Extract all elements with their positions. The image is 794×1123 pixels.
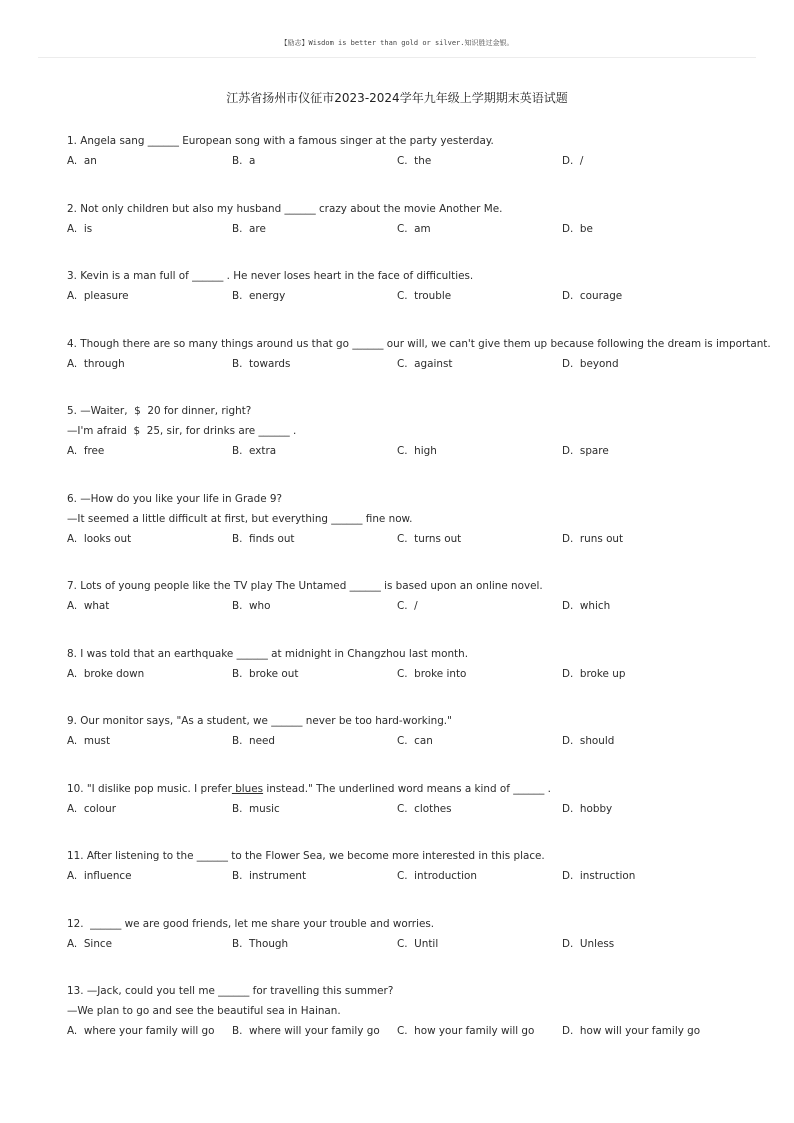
page-header-motto: 【励志】Wisdom is better than gold or silver.知识胜过金银。 <box>280 39 514 47</box>
option-b: B. broke out <box>232 667 299 680</box>
option-c: C. against <box>397 357 453 370</box>
option-d: D. which <box>562 600 611 612</box>
question-list <box>67 131 771 1069</box>
option-a: A. broke down <box>67 667 145 680</box>
underlined-word: blues <box>231 782 264 795</box>
option-row <box>67 151 767 171</box>
question-stem-line-2: —We plan to go and see the beautiful sea in Hainan. <box>67 1005 341 1017</box>
question-10 <box>67 779 767 847</box>
question-9 <box>67 711 767 779</box>
question-stem: 2. Not only children but also my husband ______ crazy about the movie Another Me. <box>67 202 503 215</box>
option-a: A. through <box>67 357 125 370</box>
option-row <box>67 934 767 954</box>
option-b: B. are <box>232 222 266 235</box>
option-a: A. what <box>67 600 110 612</box>
question-12 <box>67 914 767 982</box>
option-a: A. looks out <box>67 532 132 545</box>
question-stem: 6. —How do you like your life in Grade 9? <box>67 492 283 505</box>
option-b: B. energy <box>232 290 286 302</box>
option-c: C. / <box>397 600 418 612</box>
option-d: D. how will your family go <box>562 1025 701 1037</box>
option-row <box>67 799 767 819</box>
question-stem: 11. After listening to the ______ to the Flower Sea, we become more interested in this place. <box>67 850 545 862</box>
stem-text-before: 10. "I dislike pop music. I prefer <box>67 782 232 795</box>
stem-text-after: instead." The underlined word means a kind of ______ . <box>263 782 551 795</box>
option-b: B. finds out <box>232 532 295 545</box>
question-4 <box>67 334 771 402</box>
option-d: D. beyond <box>562 357 619 370</box>
option-a: A. colour <box>67 802 117 815</box>
option-b: B. Though <box>232 937 289 950</box>
option-a: A. must <box>67 735 111 747</box>
option-b: B. instrument <box>232 870 307 882</box>
option-row <box>67 354 767 374</box>
option-d: D. / <box>562 155 584 167</box>
option-row <box>67 1021 767 1041</box>
option-row <box>67 529 767 549</box>
option-d: D. Unless <box>562 937 615 950</box>
option-row <box>67 664 767 684</box>
exam-title: 江苏省扬州市仪征市2023-2024学年九年级上学期期末英语试题 <box>226 91 568 105</box>
option-row <box>67 731 767 751</box>
question-stem: 1. Angela sang ______ European song with a famous singer at the party yesterday. <box>67 135 494 147</box>
option-c: C. clothes <box>397 802 452 815</box>
option-a: A. influence <box>67 870 132 882</box>
option-row <box>67 866 767 886</box>
option-b: B. need <box>232 735 276 747</box>
option-d: D. be <box>562 222 593 235</box>
option-c: C. can <box>397 735 433 747</box>
question-stem <box>67 779 767 799</box>
option-b: B. music <box>232 802 280 815</box>
question-7 <box>67 576 767 644</box>
option-row <box>67 286 767 306</box>
question-stem: 4. Though there are so many things around us that go ______ our will, we can't give them up because following the dream is important. <box>67 337 771 350</box>
option-c: C. broke into <box>397 667 467 680</box>
question-2 <box>67 199 767 267</box>
option-c: C. introduction <box>397 870 477 882</box>
question-stem: 3. Kevin is a man full of ______ . He never loses heart in the face of difficulties. <box>67 270 474 282</box>
option-a: A. pleasure <box>67 290 129 302</box>
option-row <box>67 219 767 239</box>
option-d: D. courage <box>562 290 623 302</box>
option-a: A. an <box>67 155 97 167</box>
question-stem: 8. I was told that an earthquake ______ at midnight in Changzhou last month. <box>67 647 468 660</box>
question-6 <box>67 489 767 577</box>
option-row <box>67 441 767 461</box>
question-stem: 9. Our monitor says, "As a student, we ______ never be too hard-working." <box>67 715 452 727</box>
option-b: B. who <box>232 600 271 612</box>
option-row <box>67 596 767 616</box>
option-c: C. trouble <box>397 290 452 302</box>
option-c: C. the <box>397 155 432 167</box>
option-b: B. extra <box>232 445 277 457</box>
question-stem: 7. Lots of young people like the TV play The Untamed ______ is based upon an online novel. <box>67 580 543 592</box>
option-d: D. runs out <box>562 532 624 545</box>
option-c: C. how your family will go <box>397 1025 535 1037</box>
question-11 <box>67 846 767 914</box>
option-b: B. towards <box>232 357 291 370</box>
option-d: D. broke up <box>562 667 626 680</box>
option-a: A. is <box>67 222 93 235</box>
question-stem: 5. —Waiter, $ 20 for dinner, right? <box>67 405 252 417</box>
option-c: C. high <box>397 445 437 457</box>
option-c: C. am <box>397 222 431 235</box>
option-a: A. Since <box>67 937 113 950</box>
option-d: D. should <box>562 735 615 747</box>
question-stem: 12. ______ we are good friends, let me share your trouble and worries. <box>67 917 435 930</box>
question-stem-line-2: —It seemed a little difficult at first, but everything ______ fine now. <box>67 512 413 525</box>
option-d: D. instruction <box>562 870 636 882</box>
option-b: B. where will your family go <box>232 1025 380 1037</box>
option-b: B. a <box>232 155 256 167</box>
question-stem-line-2: —I'm afraid $ 25, sir, for drinks are ______ . <box>67 425 297 437</box>
question-stem: 13. —Jack, could you tell me ______ for travelling this summer? <box>67 985 394 997</box>
option-a: A. where your family will go <box>67 1025 215 1037</box>
option-d: D. hobby <box>562 802 613 815</box>
question-8 <box>67 644 767 712</box>
option-d: D. spare <box>562 445 609 457</box>
question-3 <box>67 266 767 334</box>
option-a: A. free <box>67 445 105 457</box>
question-13 <box>67 981 767 1069</box>
option-c: C. Until <box>397 937 439 950</box>
question-1 <box>67 131 767 199</box>
question-5 <box>67 401 767 489</box>
header-divider <box>38 57 756 58</box>
option-c: C. turns out <box>397 532 462 545</box>
